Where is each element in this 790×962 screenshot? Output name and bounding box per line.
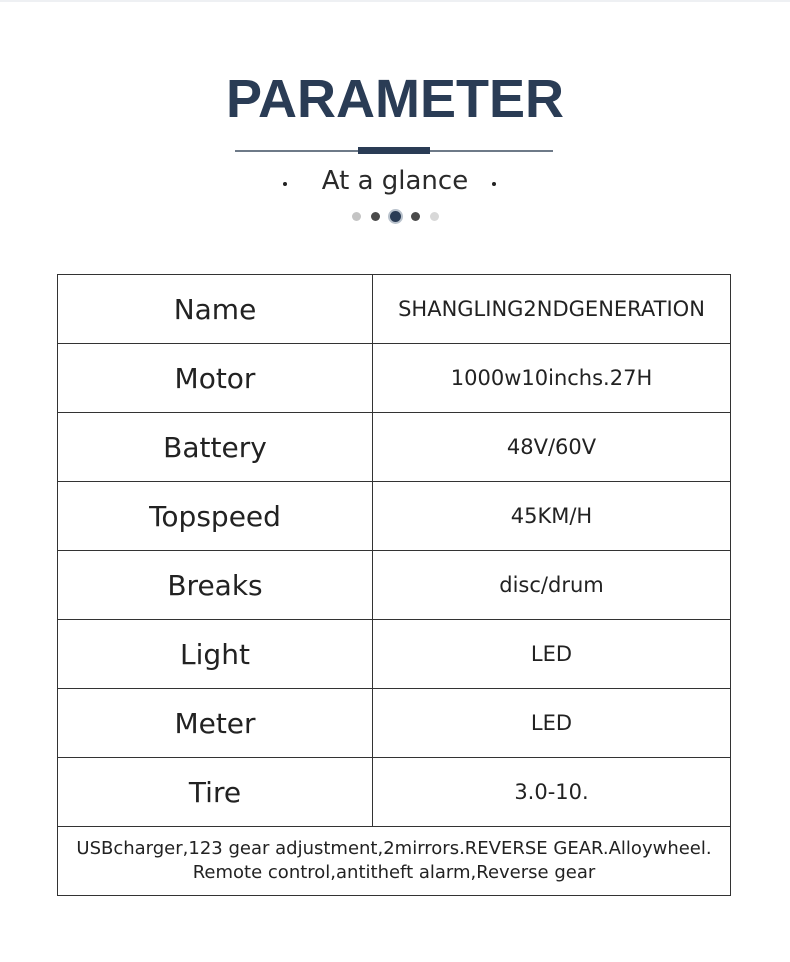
spec-value: disc/drum bbox=[373, 551, 731, 620]
spec-label: Battery bbox=[58, 413, 373, 482]
spec-row bbox=[58, 482, 731, 551]
spec-value: LED bbox=[373, 620, 731, 689]
spec-row bbox=[58, 551, 731, 620]
pager-dot bbox=[371, 212, 380, 221]
notes-line-2: Remote control,antitheft alarm,Reverse gear bbox=[192, 862, 596, 883]
spec-row bbox=[58, 689, 731, 758]
spec-label: Motor bbox=[58, 344, 373, 413]
spec-row bbox=[58, 275, 731, 344]
spec-label: Name bbox=[58, 275, 373, 344]
spec-value: 1000w10inchs.27H bbox=[373, 344, 731, 413]
spec-row bbox=[58, 413, 731, 482]
spec-table bbox=[57, 274, 731, 896]
pager-dot bbox=[352, 212, 361, 221]
spec-label: Meter bbox=[58, 689, 373, 758]
title-underline-accent bbox=[358, 147, 430, 154]
spec-value: SHANGLING2NDGENERATION bbox=[373, 275, 731, 344]
pager-dots bbox=[0, 211, 790, 222]
pager-dot bbox=[430, 212, 439, 221]
spec-row bbox=[58, 344, 731, 413]
spec-value: 3.0-10. bbox=[373, 758, 731, 827]
spec-label: Topspeed bbox=[58, 482, 373, 551]
page-subtitle: At a glance bbox=[321, 166, 469, 196]
page-title: PARAMETER bbox=[225, 69, 564, 129]
spec-value: 48V/60V bbox=[373, 413, 731, 482]
spec-label: Breaks bbox=[58, 551, 373, 620]
notes-row bbox=[58, 827, 731, 896]
spec-value: 45KM/H bbox=[373, 482, 731, 551]
spec-value: LED bbox=[373, 689, 731, 758]
spec-label: Tire bbox=[58, 758, 373, 827]
notes-line-1: USBcharger,123 gear adjustment,2mirrors.REVERSE GEAR.Alloywheel. bbox=[76, 838, 712, 859]
spec-row bbox=[58, 758, 731, 827]
top-divider bbox=[0, 0, 790, 2]
pager-dot-active bbox=[390, 211, 401, 222]
spec-label: Light bbox=[58, 620, 373, 689]
spec-row bbox=[58, 620, 731, 689]
notes-cell bbox=[58, 827, 731, 896]
bullet-right-icon bbox=[492, 182, 496, 186]
pager-dot bbox=[411, 212, 420, 221]
